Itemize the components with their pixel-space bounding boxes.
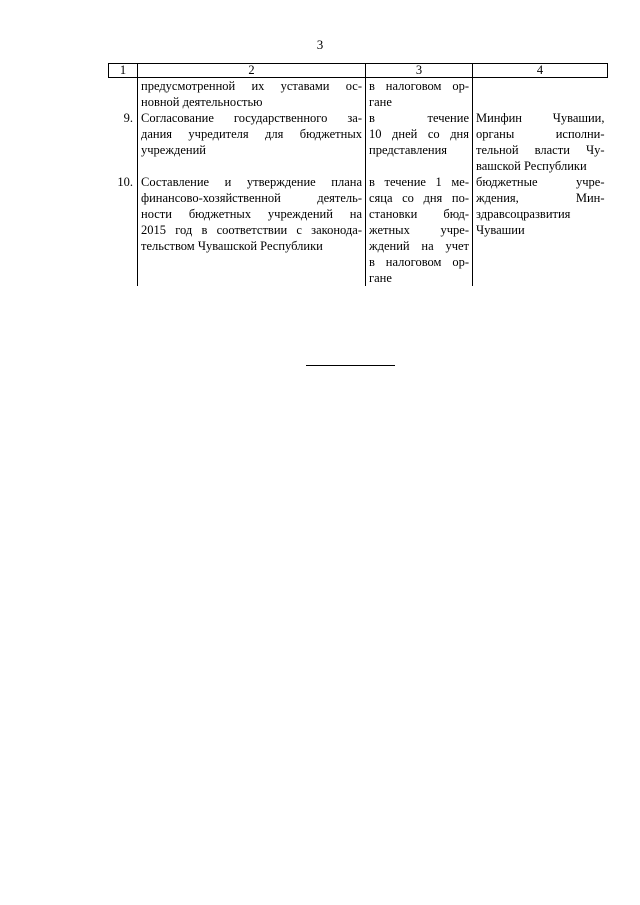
deadline-cell [366,174,473,286]
deadline-line: в налоговом ор- [369,79,469,93]
column-number-3: 3 [366,64,473,78]
activity-line: ности бюджетных учреждений на [141,207,362,221]
responsible-cell [473,110,608,174]
end-divider-line [306,365,395,366]
deadline-line: в налоговом ор- [369,255,469,269]
column-number-1: 1 [109,64,138,78]
measures-table [108,63,608,286]
activity-line: дания учредителя для бюджетных [141,127,362,141]
deadline-cell [366,78,473,111]
activity-line: финансово-хозяйственной деятель- [141,191,362,205]
responsible-line: тельной власти Чу- [476,143,605,157]
deadline-line: 10 дней со дня [369,127,469,141]
deadline-cell [366,110,473,174]
deadline-line: жетных учре- [369,223,469,237]
activity-line: Согласование государственного за- [141,111,362,125]
row-number [109,78,138,111]
deadline-line: гане [369,95,392,109]
column-number-row [109,64,608,78]
deadline-line: представления [369,143,448,157]
responsible-line: Чувашии [476,223,525,237]
activity-line: учреждений [141,143,206,157]
deadline-line: сяца со дня по- [369,191,469,205]
table-row-10 [109,174,608,286]
responsible-cell [473,174,608,286]
column-number-2: 2 [138,64,366,78]
page-number: 3 [316,37,324,52]
deadline-line: ждений на учет [369,239,469,253]
activity-line: предусмотренной их уставами ос- [141,79,362,93]
activity-line: Составление и утверждение плана [141,175,362,189]
row-number: 10. [117,175,133,189]
deadline-line: в течение [369,111,469,125]
responsible-line: органы исполни- [476,127,605,141]
table-row-9 [109,110,608,174]
responsible-line: здравсоцразвития [476,207,571,221]
responsible-cell [473,78,608,111]
responsible-line: ждения, Мин- [476,191,605,205]
deadline-line: становки бюд- [369,207,469,221]
activity-cell [138,110,366,174]
activity-cell [138,78,366,111]
column-number-4: 4 [473,64,608,78]
activity-cell [138,174,366,286]
activity-line: тельством Чувашской Республики [141,239,323,253]
responsible-line: бюджетные учре- [476,175,605,189]
row-number: 9. [123,111,133,125]
deadline-line: гане [369,271,392,285]
responsible-line: Минфин Чувашии, [476,111,605,125]
table-row-continuation [109,78,608,111]
responsible-line: вашской Республики [476,159,587,173]
activity-line: 2015 год в соответствии с законода- [141,223,362,237]
activity-line: новной деятельностью [141,95,263,109]
deadline-line: в течение 1 ме- [369,175,469,189]
